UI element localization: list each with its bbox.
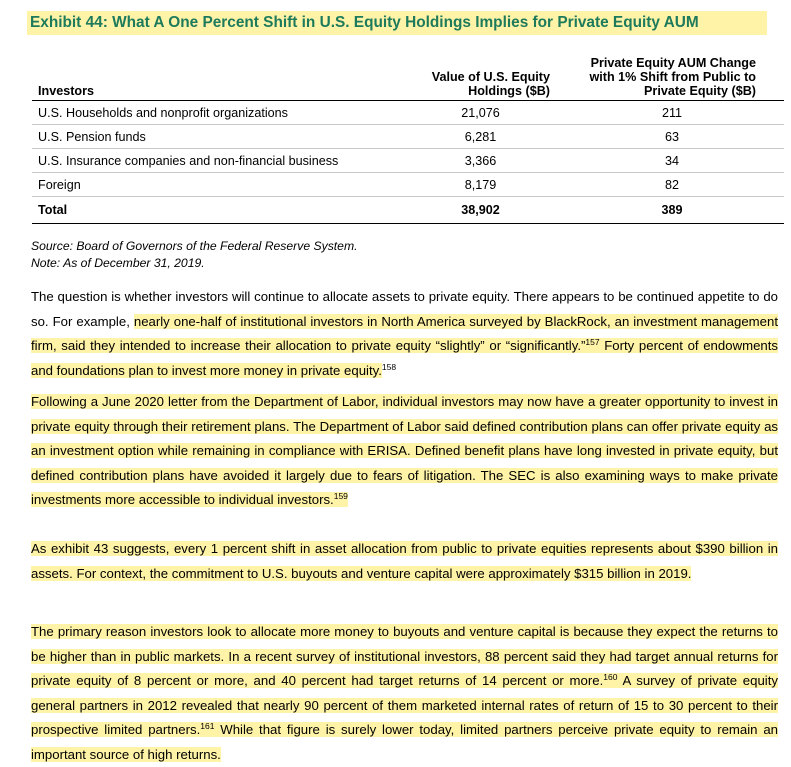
footnote-159: 159 — [333, 491, 348, 501]
header-aum-line3: Private Equity ($B) — [644, 84, 756, 98]
header-holdings — [401, 56, 560, 101]
blackrock-survey-text: nearly one-half of institutional investors in North America surveyed by BlackRock, an investment management firm, said they intended to increase their allocation to private equity “slightly” or “significantly.” — [31, 313, 779, 353]
footnote-160: 160 — [603, 672, 618, 682]
footnote-157: 157 — [585, 337, 600, 347]
header-investors: Investors — [38, 84, 94, 98]
holdings-cell: 21,076 — [401, 101, 560, 125]
endowments-text: Forty percent of endowments and foundations plan to invest more money in private equity. — [31, 338, 778, 378]
paragraph-appetite — [31, 285, 778, 383]
table-row — [32, 101, 784, 125]
investor-cell: U.S. Pension funds — [32, 125, 401, 149]
date-note: Note: As of December 31, 2019. — [31, 256, 205, 270]
shift-value-text: As exhibit 43 suggests, every 1 percent shift in asset allocation from public to private equities represents about $390 billion in assets. For context, the commitment to U.S. buyouts and venture capital were approximately $315 billion in 2019. — [31, 541, 778, 581]
aum-cell: 211 — [560, 101, 784, 125]
table-header-row — [32, 56, 784, 101]
exhibit-title: Exhibit 44: What A One Percent Shift in U.S. Equity Holdings Implies for Private Equity AUM — [27, 11, 767, 35]
aum-cell: 82 — [560, 173, 784, 197]
table-total-row — [32, 197, 784, 224]
exhibit-table — [32, 56, 784, 224]
aum-cell: 63 — [560, 125, 784, 149]
paragraph-returns — [31, 620, 778, 767]
header-aum-line2: with 1% Shift from Public to — [589, 70, 756, 84]
holdings-cell: 3,366 — [401, 149, 560, 173]
general-partners-text: A survey of private equity general partners in 2012 revealed that nearly 90 percent of them marketed internal rates of return of 15 to 30 percent to their prospective limited partners. — [31, 673, 778, 737]
paragraph-appetite-highlight — [31, 314, 778, 378]
footnote-158: 158 — [381, 361, 397, 372]
investor-cell: Foreign — [32, 173, 401, 197]
dol-text: Following a June 2020 letter from the Department of Labor, individual investors may now have a greater opportunity to invest in private equity through their retirement plans. The Department of Labor said defined contribution plans can offer private equity as an investment option while remaining in compliance with ERISA. Defined benefit plans have long invested in private equity, but defined contribution plans have avoided it largely due to fears of litigation. The SEC is also examining ways to make private investments more accessible to individual investors. — [31, 394, 778, 507]
total-aum: 389 — [560, 197, 784, 224]
paragraph-shift-value — [31, 537, 778, 586]
returns-survey-text: The primary reason investors look to allocate more money to buyouts and venture capital is because they expect the returns to be higher than in public markets. In a recent survey of institutional investors, 88 percent said they had target annual returns for private equity of 8 percent or more, and 40 percent had target returns of 14 percent or more. — [31, 624, 778, 688]
header-holdings-line2: Holdings ($B) — [468, 84, 550, 98]
high-returns-text: While that figure is surely lower today, limited partners perceive private equity to remain an important source of high returns. — [31, 722, 778, 762]
table-row — [32, 173, 784, 197]
table-row — [32, 125, 784, 149]
footnote-161: 161 — [200, 721, 215, 731]
header-holdings-line1: Value of U.S. Equity — [431, 70, 550, 84]
aum-cell: 34 — [560, 149, 784, 173]
paragraph-appetite-intro: The question is whether investors will continue to allocate assets to private equity. There appears to be continued appetite to do so. For example, — [31, 289, 778, 329]
total-label: Total — [32, 197, 401, 224]
header-aum — [560, 56, 784, 101]
paragraph-returns-highlight — [31, 624, 778, 762]
investor-cell: U.S. Insurance companies and non-financial business — [32, 149, 401, 173]
investor-cell: U.S. Households and nonprofit organizations — [32, 101, 401, 125]
header-aum-line1: Private Equity AUM Change — [590, 56, 756, 70]
total-holdings: 38,902 — [401, 197, 560, 224]
holdings-cell: 6,281 — [401, 125, 560, 149]
holdings-cell: 8,179 — [401, 173, 560, 197]
table-row — [32, 149, 784, 173]
paragraph-department-of-labor — [31, 390, 778, 513]
paragraph-dol-highlight — [31, 394, 778, 507]
source-note: Source: Board of Governors of the Federal Reserve System. — [31, 239, 358, 253]
